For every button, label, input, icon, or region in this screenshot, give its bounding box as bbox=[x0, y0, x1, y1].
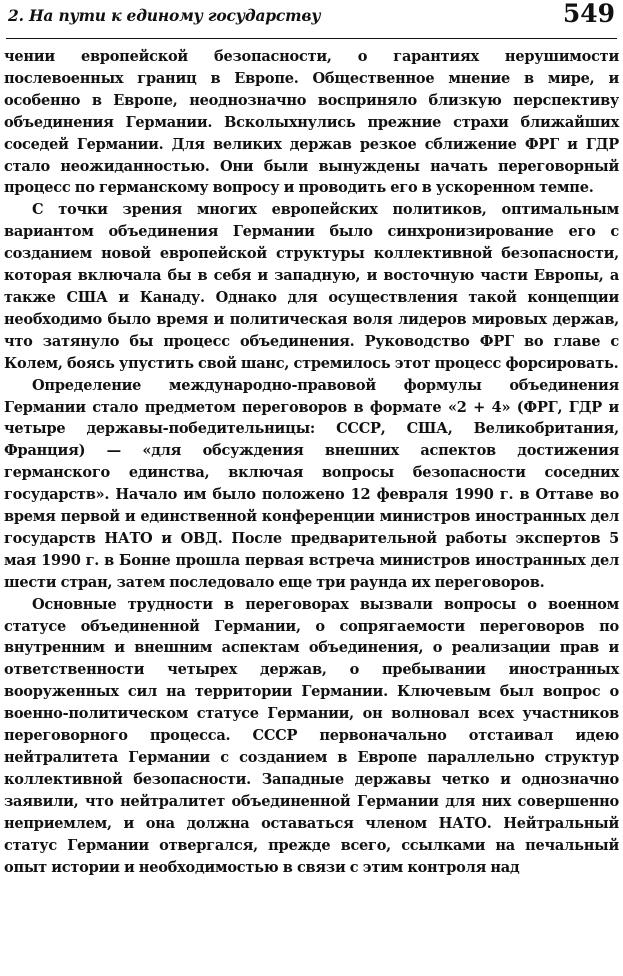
paragraph: С точки зрения многих европейских политиков, оптимальным вариантом объединения Германии было синхронизирование его с созданием новой европейской структуры коллективной безопасности, которая включала бы в себя и западную, и восточную части Европы, а также США и Канаду. Однако для осуществления такой концепции необходимо было время и политическая воля лидеров мировых держав, что затянуло бы процесс объединения. Руководство ФРГ во главе с Колем, боясь упустить свой шанс, стремилось этот процесс форсировать. bbox=[4, 201, 619, 372]
paragraph-continuation: чении европейской безопасности, о гарантиях нерушимости послевоенных границ в Европе. Общественное мнение в мире, и особенно в Европе, неоднозначно восприняло близкую перспективу объединения Германии. Всколыхнулись прежние страхи ближайших соседей Германии. Для великих держав резкое сближение ФРГ и ГДР стало неожиданностью. Они были вынуждены начать переговорный процесс по германскому вопросу и проводить его в ускоренном темпе. bbox=[4, 48, 619, 197]
paragraph: Определение международно-правовой формулы объединения Германии стало предметом переговоров в формате «2 + 4» (ФРГ, ГДР и четыре державы-победительницы: СССР, США, Великобритания, Франция) — «для обсуждения внешних аспектов достижения германского единства, включая вопросы безопасности соседних государств». Начало им было положено 12 февраля 1990 г. в Оттаве во время первой и единственной конференции министров иностранных дел государств НАТО и ОВД. После предварительной работы экспертов 5 мая 1990 г. в Бонне прошла первая встреча министров иностранных дел шести стран, затем последовало еще три раунда их переговоров. bbox=[4, 376, 619, 591]
body-text bbox=[4, 46, 619, 878]
paragraph: Основные трудности в переговорах вызвали вопросы о военном статусе объединенной Германии, о сопрягаемости переговоров по внутренним и внешним аспектам объединения, о реализации прав и ответственности четырех держав, о пребывании иностранных вооруженных сил на территории Германии. Ключевым был вопрос о военно-политическом статусе Германии, он волновал всех участников переговорного процесса. СССР первоначально отстаивал идею нейтралитета Германии с созданием в Европе параллельно структур коллективной безопасности. Западные державы четко и однозначно заявили, что нейтралитет объединенной Германии для них совершенно неприемлем, и она должна оставаться членом НАТО. Нейтральный статус Германии отвергался, прежде всего, ссылками на печальный опыт истории и необходимостью в связи с этим контроля над bbox=[4, 595, 619, 876]
page-header bbox=[6, 0, 617, 39]
running-head: 2. На пути к единому государству bbox=[8, 6, 321, 25]
page-number: 549 bbox=[562, 0, 615, 28]
